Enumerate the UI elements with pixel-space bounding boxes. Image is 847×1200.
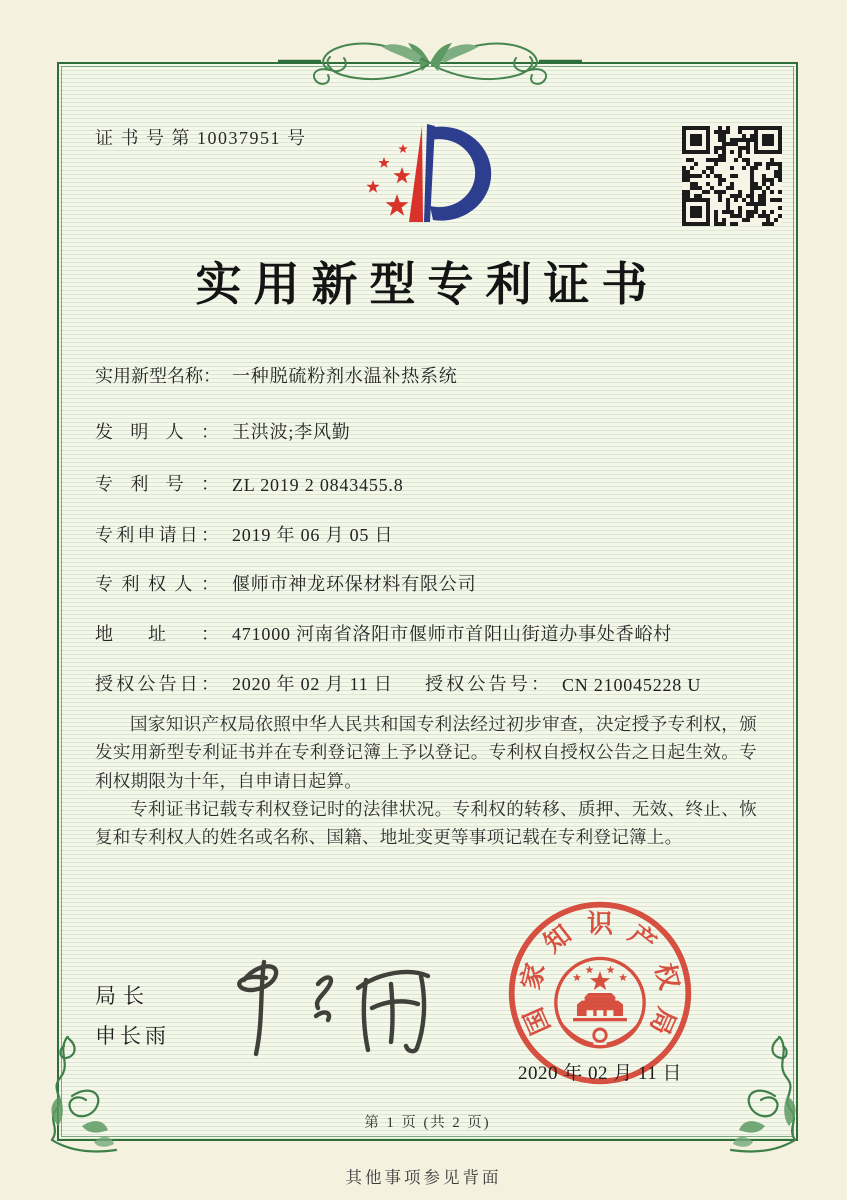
field-row-utility-model-name xyxy=(95,362,755,388)
field-value: 2020 年 02 月 11 日 xyxy=(232,674,393,694)
signature-autograph xyxy=(222,950,446,1065)
corner-ornament-right-icon xyxy=(721,1036,811,1160)
field-row-grant-number xyxy=(425,670,755,696)
field-row-address xyxy=(95,620,755,646)
footer-page-number: 第 1 页 (共 2 页) xyxy=(364,1115,491,1131)
field-label: 地址： xyxy=(95,624,219,644)
svg-text:识: 识 xyxy=(587,909,613,939)
commissioner-title: 局长 xyxy=(95,984,151,1008)
field-value: 王洪波;李风勤 xyxy=(232,422,351,442)
field-label: 专利申请日： xyxy=(95,525,219,545)
field-value: 2019 年 06 月 05 日 xyxy=(232,525,394,545)
svg-text:权: 权 xyxy=(649,960,684,993)
commissioner-name: 申长雨 xyxy=(95,1024,170,1048)
certificate-title: 实用新型专利证书 xyxy=(195,259,660,310)
legal-text-block xyxy=(95,710,757,852)
national-emblem-icon xyxy=(556,958,644,1046)
legal-paragraph-1: 国家知识产权局依照中华人民共和国专利法经过初步审查，决定授予专利权，颁发实用新型专利证书并在专利登记簿上予以登记。专利权自授权公告之日起生效。专利权期限为十年，自申请日起算。 xyxy=(95,714,757,791)
field-label: 授权公告日： xyxy=(95,674,219,694)
corner-ornament-left-icon xyxy=(36,1036,126,1160)
legal-paragraph-2: 专利证书记载专利权登记时的法律状况。专利权的转移、质押、无效、终止、恢复和专利权人的姓名或名称、国籍、地址变更等事项记载在专利登记簿上。 xyxy=(95,799,757,848)
field-row-inventor xyxy=(95,418,755,444)
field-label: 授权公告号： xyxy=(425,674,549,694)
field-value: 偃师市神龙环保材料有限公司 xyxy=(232,574,477,594)
field-value: CN 210045228 U xyxy=(562,675,702,695)
svg-text:局: 局 xyxy=(644,1003,682,1039)
field-row-filing-date xyxy=(95,521,755,547)
field-row-patent-number xyxy=(95,470,755,496)
svg-text:产: 产 xyxy=(623,919,662,959)
svg-text:国: 国 xyxy=(518,1003,556,1039)
svg-text:知: 知 xyxy=(538,919,577,959)
back-side-note: 其他事项参见背面 xyxy=(345,1168,502,1187)
cnipa-logo-icon xyxy=(350,112,520,240)
field-label: 专利权人： xyxy=(95,574,219,594)
top-flourish-ornament-icon xyxy=(278,28,582,98)
field-row-patentee xyxy=(95,570,755,596)
qr-code xyxy=(682,126,782,226)
field-value: ZL 2019 2 0843455.8 xyxy=(232,475,404,495)
field-value: 一种脱硫粉剂水温补热系统 xyxy=(232,366,458,386)
field-value: 471000 河南省洛阳市偃师市首阳山街道办事处香峪村 xyxy=(232,624,673,644)
field-label: 实用新型名称： xyxy=(95,366,221,386)
seal-date: 2020 年 02 月 11 日 xyxy=(517,1063,683,1084)
field-label: 发明人： xyxy=(95,422,219,442)
svg-text:家: 家 xyxy=(516,960,551,993)
field-label: 专利号： xyxy=(95,474,219,494)
certificate-number: 证 书 号 第 10037951 号 xyxy=(95,128,307,148)
